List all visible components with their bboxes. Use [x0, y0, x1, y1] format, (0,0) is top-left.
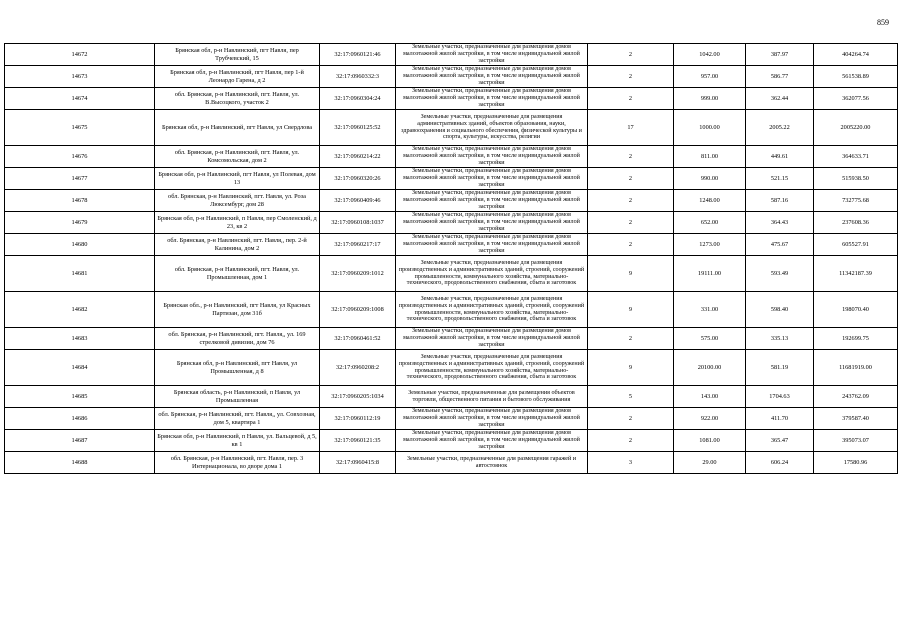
row-address: обл. Брянская, р-н Навлинский, пгт. Навля,, ул. Совхозная, дом 5, квартира 1: [155, 408, 320, 430]
row-cadastral-value: 395073.07: [814, 430, 898, 452]
row-specific-value: 364.43: [746, 212, 814, 234]
row-area: 999.00: [674, 88, 746, 110]
row-land-purpose: Земельные участки, предназначенные для размещения домов малоэтажной жилой застройки, в том числе индивидуальной жилой застройки: [396, 234, 588, 256]
row-land-purpose: Земельные участки, предназначенные для размещения домов малоэтажной жилой застройки, в том числе индивидуальной жилой застройки: [396, 44, 588, 66]
row-number: 14688: [5, 452, 155, 474]
row-area: 1081.00: [674, 430, 746, 452]
row-specific-value: 362.44: [746, 88, 814, 110]
table-row: [5, 212, 898, 234]
row-group-number: 2: [588, 168, 674, 190]
row-area: 1273.00: [674, 234, 746, 256]
row-number: 14687: [5, 430, 155, 452]
table-row: [5, 190, 898, 212]
cadastral-value-table: [4, 43, 898, 474]
row-specific-value: 586.77: [746, 66, 814, 88]
row-number: 14678: [5, 190, 155, 212]
row-area: 652.00: [674, 212, 746, 234]
table-row: [5, 350, 898, 386]
row-number: 14685: [5, 386, 155, 408]
row-number: 14674: [5, 88, 155, 110]
row-number: 14673: [5, 66, 155, 88]
row-specific-value: 581.19: [746, 350, 814, 386]
row-specific-value: 521.15: [746, 168, 814, 190]
row-group-number: 2: [588, 430, 674, 452]
row-land-purpose: Земельные участки, предназначенные для размещения домов малоэтажной жилой застройки, в том числе индивидуальной жилой застройки: [396, 408, 588, 430]
row-cadastral-number: 32:17:0960108:1037: [320, 212, 396, 234]
row-address: Брянская обл, р-н Навлинский, пгт Навля, ул Полевая, дом 13: [155, 168, 320, 190]
row-land-purpose: Земельные участки, предназначенные для размещения гаражей и автостоянок: [396, 452, 588, 474]
row-cadastral-value: 364633.71: [814, 146, 898, 168]
row-group-number: 17: [588, 110, 674, 146]
row-cadastral-number: 32:17:0960217:17: [320, 234, 396, 256]
row-cadastral-value: 11342187.39: [814, 256, 898, 292]
table-row: [5, 292, 898, 328]
row-cadastral-value: 2005220.00: [814, 110, 898, 146]
row-land-purpose: Земельные участки, предназначенные для размещения домов малоэтажной жилой застройки, в том числе индивидуальной жилой застройки: [396, 168, 588, 190]
row-address: Брянская обл., р-н Навлинский, пгт Навля, ул Красных Партизан, дом 31б: [155, 292, 320, 328]
table-row: [5, 110, 898, 146]
row-specific-value: 606.24: [746, 452, 814, 474]
row-group-number: 2: [588, 234, 674, 256]
row-group-number: 5: [588, 386, 674, 408]
row-land-purpose: Земельные участки, предназначенные для размещения производственных и административных зданий, строений, сооружений промышленности, коммунального хозяйства, материально-технического, продовольственного снабжения, сбыта и заготовок: [396, 256, 588, 292]
row-cadastral-number: 32:17:0960461:52: [320, 328, 396, 350]
table-row: [5, 452, 898, 474]
row-cadastral-number: 32:17:0960209:1008: [320, 292, 396, 328]
row-cadastral-value: 362077.56: [814, 88, 898, 110]
row-land-purpose: Земельные участки, предназначенные для размещения производственных и административных зданий, строений, сооружений промышленности, коммунального хозяйства, материально-технического, продовольственного снабжения, сбыта и заготовок: [396, 350, 588, 386]
row-land-purpose: Земельные участки, предназначенные для размещения домов малоэтажной жилой застройки, в том числе индивидуальной жилой застройки: [396, 212, 588, 234]
row-area: 922.00: [674, 408, 746, 430]
row-cadastral-value: 237608.36: [814, 212, 898, 234]
row-cadastral-value: 732775.68: [814, 190, 898, 212]
row-address: обл. Брянская, р-н Навлинский, пгт. Навля, ул. Роза Люксембург, дом 28: [155, 190, 320, 212]
table-row: [5, 256, 898, 292]
row-cadastral-number: 32:17:0960415:8: [320, 452, 396, 474]
row-cadastral-number: 32:17:0960409:46: [320, 190, 396, 212]
row-specific-value: 449.61: [746, 146, 814, 168]
row-area: 1000.00: [674, 110, 746, 146]
row-specific-value: 2005.22: [746, 110, 814, 146]
row-specific-value: 387.97: [746, 44, 814, 66]
row-specific-value: 593.49: [746, 256, 814, 292]
row-cadastral-number: 32:17:0960121:35: [320, 430, 396, 452]
row-cadastral-value: 404264.74: [814, 44, 898, 66]
row-address: Брянская обл, р-н Навлинский, пгт Навля, пер Трубчевский, 15: [155, 44, 320, 66]
table-row: [5, 44, 898, 66]
row-cadastral-number: 32:17:0960304:24: [320, 88, 396, 110]
row-address: Брянская обл, р-н Навлинский, пгт Навля, ул Промышленная, д 8: [155, 350, 320, 386]
row-group-number: 2: [588, 88, 674, 110]
row-number: 14677: [5, 168, 155, 190]
row-address: обл. Брянская, р-н Навлинский, пгт. Навля, ул. Промышленная, дом 1: [155, 256, 320, 292]
row-area: 575.00: [674, 328, 746, 350]
table-row: [5, 234, 898, 256]
row-number: 14680: [5, 234, 155, 256]
row-cadastral-number: 32:17:0960121:46: [320, 44, 396, 66]
row-number: 14679: [5, 212, 155, 234]
table-row: [5, 430, 898, 452]
row-number: 14682: [5, 292, 155, 328]
table-row: [5, 146, 898, 168]
row-cadastral-value: 192699.75: [814, 328, 898, 350]
table-row: [5, 386, 898, 408]
row-area: 1248.00: [674, 190, 746, 212]
row-land-purpose: Земельные участки, предназначенные для размещения домов малоэтажной жилой застройки, в том числе индивидуальной жилой застройки: [396, 328, 588, 350]
row-address: обл. Брянская, р-н Навлинский, пгт. Навля, пер. 3 Интернационала, во дворе дома 1: [155, 452, 320, 474]
row-address: обл. Брянская, р-н Навлинский, пгт. Навля, ул. Комсомольская, дом 2: [155, 146, 320, 168]
row-group-number: 2: [588, 190, 674, 212]
table-row: [5, 328, 898, 350]
row-number: 14675: [5, 110, 155, 146]
row-area: 331.00: [674, 292, 746, 328]
table-row: [5, 66, 898, 88]
row-specific-value: 475.67: [746, 234, 814, 256]
row-cadastral-number: 32:17:0960112:19: [320, 408, 396, 430]
row-group-number: 2: [588, 66, 674, 88]
row-cadastral-number: 32:17:0960214:22: [320, 146, 396, 168]
table-row: [5, 168, 898, 190]
row-cadastral-value: 198070.40: [814, 292, 898, 328]
row-specific-value: 335.13: [746, 328, 814, 350]
row-land-purpose: Земельные участки, предназначенные для размещения домов малоэтажной жилой застройки, в том числе индивидуальной жилой застройки: [396, 190, 588, 212]
row-number: 14686: [5, 408, 155, 430]
row-group-number: 2: [588, 408, 674, 430]
row-address: Брянская обл, р-н Навлинский, п Навля, пер Смоленский, д 23, кв 2: [155, 212, 320, 234]
row-group-number: 2: [588, 146, 674, 168]
row-cadastral-number: 32:17:0960125:52: [320, 110, 396, 146]
row-specific-value: 365.47: [746, 430, 814, 452]
table-body: [5, 44, 898, 474]
row-address: Брянская область, р-н Навлинский, п Навля, ул Промышленная: [155, 386, 320, 408]
row-address: обл. Брянская, р-н Навлинский, пгт. Навля, ул. В.Высоцкого, участок 2: [155, 88, 320, 110]
row-address: Брянская обл, р-н Навлинский, п Навля, ул. Вальцевой, д 5, кв 1: [155, 430, 320, 452]
row-group-number: 2: [588, 44, 674, 66]
row-specific-value: 587.16: [746, 190, 814, 212]
row-number: 14676: [5, 146, 155, 168]
row-address: Брянская обл, р-н Навлинский, пгт Навля, пер 1-й Леонардо Гарена, д 2: [155, 66, 320, 88]
row-area: 1042.00: [674, 44, 746, 66]
row-cadastral-number: 32:17:0960205:1034: [320, 386, 396, 408]
row-area: 29.00: [674, 452, 746, 474]
row-cadastral-value: 11681919.00: [814, 350, 898, 386]
row-group-number: 9: [588, 350, 674, 386]
row-land-purpose: Земельные участки, предназначенные для размещения административных зданий, объектов образования, науки, здравоохранения и социального обеспечения, физической культуры и спорта, культуры, искусства, религии: [396, 110, 588, 146]
row-group-number: 2: [588, 328, 674, 350]
row-group-number: 3: [588, 452, 674, 474]
row-land-purpose: Земельные участки, предназначенные для размещения производственных и административных зданий, строений, сооружений промышленности, коммунального хозяйства, материально-технического, продовольственного снабжения, сбыта и заготовок: [396, 292, 588, 328]
row-address: обл. Брянская, р-н Навлинский, пгт. Навля,, ул. 169 стрелковой дивизии, дом 76: [155, 328, 320, 350]
row-group-number: 2: [588, 212, 674, 234]
row-cadastral-number: 32:17:0960209:1012: [320, 256, 396, 292]
row-cadastral-value: 17580.96: [814, 452, 898, 474]
row-area: 143.00: [674, 386, 746, 408]
row-cadastral-value: 561538.89: [814, 66, 898, 88]
row-cadastral-value: 243762.09: [814, 386, 898, 408]
row-land-purpose: Земельные участки, предназначенные для размещения домов малоэтажной жилой застройки, в том числе индивидуальной жилой застройки: [396, 430, 588, 452]
row-specific-value: 598.40: [746, 292, 814, 328]
row-area: 990.00: [674, 168, 746, 190]
row-number: 14681: [5, 256, 155, 292]
row-address: Брянская обл, р-н Навлинский, пгт Навля, ул Свердлова: [155, 110, 320, 146]
row-land-purpose: Земельные участки, предназначенные для размещения домов малоэтажной жилой застройки, в том числе индивидуальной жилой застройки: [396, 146, 588, 168]
row-number: 14683: [5, 328, 155, 350]
row-cadastral-number: 32:17:0960332:3: [320, 66, 396, 88]
row-area: 19111.00: [674, 256, 746, 292]
row-number: 14684: [5, 350, 155, 386]
row-cadastral-value: 379587.40: [814, 408, 898, 430]
row-group-number: 9: [588, 292, 674, 328]
page-number: 859: [877, 18, 889, 27]
row-address: обл. Брянская, р-н Навлинский, пгт. Навля,, пер. 2-й Калинина, дом 2: [155, 234, 320, 256]
row-land-purpose: Земельные участки, предназначенные для размещения домов малоэтажной жилой застройки, в том числе индивидуальной жилой застройки: [396, 88, 588, 110]
row-number: 14672: [5, 44, 155, 66]
row-area: 811.00: [674, 146, 746, 168]
row-cadastral-value: 515938.50: [814, 168, 898, 190]
table-row: [5, 408, 898, 430]
row-land-purpose: Земельные участки, предназначенные для размещения домов малоэтажной жилой застройки, в том числе индивидуальной жилой застройки: [396, 66, 588, 88]
row-specific-value: 1704.63: [746, 386, 814, 408]
row-specific-value: 411.70: [746, 408, 814, 430]
row-cadastral-number: 32:17:0960208:2: [320, 350, 396, 386]
row-area: 20100.00: [674, 350, 746, 386]
row-cadastral-number: 32:17:0960320:26: [320, 168, 396, 190]
row-land-purpose: Земельные участки, предназначенные для размещения объектов торговли, общественного питания и бытового обслуживания: [396, 386, 588, 408]
row-group-number: 9: [588, 256, 674, 292]
row-cadastral-value: 605527.91: [814, 234, 898, 256]
row-area: 957.00: [674, 66, 746, 88]
table-row: [5, 88, 898, 110]
